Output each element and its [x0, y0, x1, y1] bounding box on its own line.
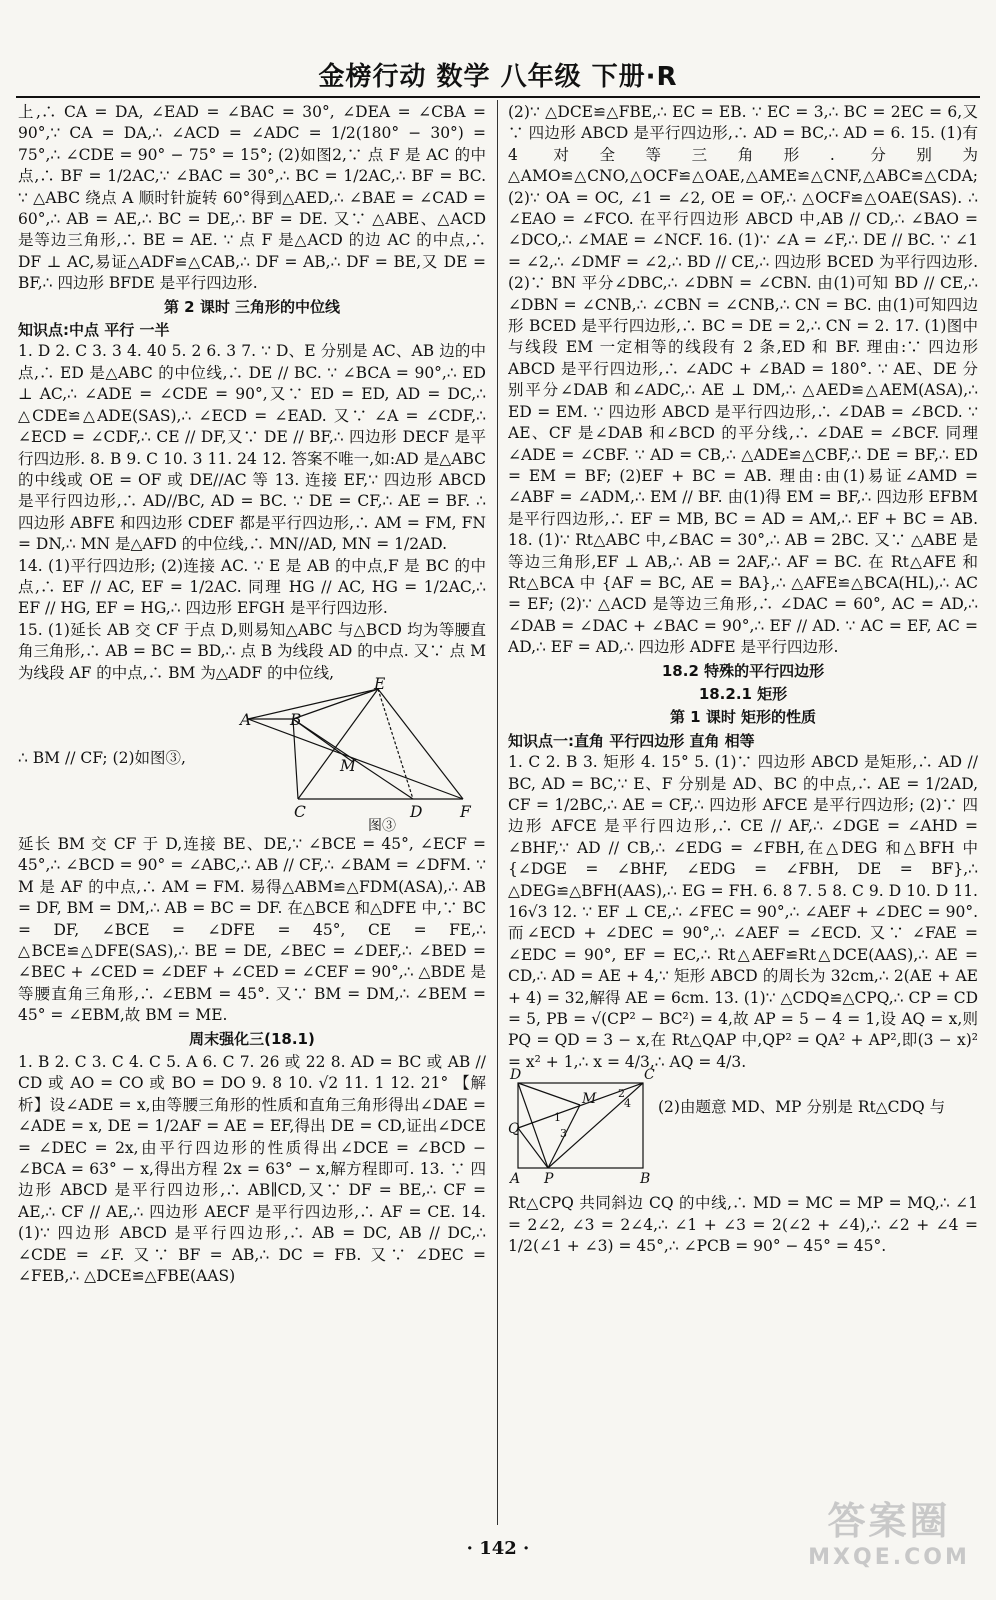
left-paragraph-3: 14. (1)平行四边形; (2)连接 AC. ∵ E 是 AB 的中点,F 是 BC 的中点,∴ EF // AC, EF = 1/2AC. 同理 HG // AC, HG = 1/2AC,∴ EF // HG, EF = HG,∴ 四边形 EFGH 是平行四边形. [18, 556, 486, 618]
fig-rect-angle-3: 3 [560, 1127, 567, 1141]
fig3-label-c: C [294, 802, 306, 821]
watermark-sub: MXQE.COM [808, 1545, 970, 1570]
fig3-label-m: M [340, 756, 356, 775]
page-header: 金榜行动 数学 八年级 下册·R [318, 62, 678, 92]
left-paragraph-4: 15. (1)延长 AB 交 CF 于点 D,则易知△ABC 与△BCD 均为等腰直角三角形,∴ AB = BC = BD,∴ 点 B 为线段 AD 的中点. 又∵ 点 M 为线段 AF 的中点,∴ BM 为△ADF 的中位线, [18, 620, 486, 682]
fig-rect-label-q: Q [508, 1121, 520, 1138]
fig-rect-angle-1: 1 [554, 1111, 561, 1125]
knowledge-point-1: 知识点:中点 平行 一半 [18, 321, 170, 340]
figure-inline-text: ∴ BM // CF; (2)如图③, [18, 748, 186, 767]
watermark-main: 答案圈 [827, 1499, 951, 1543]
page-number: · 142 · [466, 1538, 530, 1559]
fig-rect-angle-2: 2 [618, 1087, 625, 1101]
fig-rect-label-p: P [544, 1171, 554, 1188]
figure-rectangle-text: (2)由题意 MD、MP 分别是 Rt△CDQ 与 [658, 1098, 946, 1117]
fig3-label-f: F [460, 802, 471, 821]
left-paragraph-1: 上,∴ CA = DA, ∠EAD = ∠BAC = 30°, ∠DEA = ∠CBA = 90°,∵ CA = DA,∴ ∠ACD = ∠ADC = 1/2(180° − 30°) = 75°,∴ ∠CDE = 90° − 75° = 15°; (2)如图2,∵ 点 F 是 AC 的中点,∴ BF = 1/2AC,∵ ∠BAC = 30°,∴ BC = 1/2AC,∴ BF = BC. ∵ △ABC 绕点 A 顺时针旋转 60°得到△AED,∴ ∠BAE = ∠CAD = 60°,∴ AB = AE,∴ BC = DE,∴ BF = DE. 又∵ △ABE、△ACD 是等边三角形,∴ BE = AE. ∵ 点 F 是△ACD 的边 AC 的中点,∴ DF ⊥ AC,易证△ADF≌△CAB,∴ DF = AB,∴ DF = BE,又 DE = BF,∴ 四边形 BFDE 是平行四边形. [18, 103, 486, 293]
figure-3-caption: 图③ [368, 817, 396, 834]
left-paragraph-2: 1. D 2. C 3. 3 4. 40 5. 2 6. 3 7. ∵ D、E 分别是 AC、AB 边的中点,∴ ED 是△ABC 的中位线,∴ DE // BC. ∵ ∠BCA = 90°,∴ ED ⊥ AC,∴ ∠ADE = ∠CDE = 90°,又∵ ED = ED, AD = DC,∴ △CDE≌△ADE(SAS),∴ ∠ECD = ∠EAD. 又∵ ∠A = ∠CDF,∴ ∠ECD = ∠CDF,∴ CE // DF,又∵ DE // BF,∴ 四边形 DECF 是平行四边形. 8. B 9. C 10. 3 11. 24 12. 答案不唯一,如:AD 是△ABC 的中线或 OE = OF 或 DE//AC 等 13. 连接 EF,∵ 四边形 ABCD 是平行四边形,∴ AD//BC, AD = BC. ∵ DE = CF,∴ AE = BF. ∴ 四边形 ABFE 和四边形 CDEF 都是平行四边形,∴ AM = FM, FN = DN,∴ MN 是△AFD 的中位线,∴ MN//AD, MN = 1/2AD. [18, 342, 486, 554]
right-paragraph-3: Rt△CPQ 共同斜边 CQ 的中线,∴ MD = MC = MP = MQ,∴ ∠1 = 2∠2, ∠3 = 2∠4,∴ ∠1 + ∠3 = 2(∠2 + ∠4),∴ ∠2 + ∠4 = 1/2(∠1 + ∠3) = 45°,∴ ∠PCB = 90° − 45° = 45°. [508, 1194, 978, 1256]
fig-rect-label-m: M [582, 1091, 597, 1108]
right-paragraph-2: 1. C 2. B 3. 矩形 4. 15° 5. (1)∵ 四边形 ABCD 是矩形,∴ AD // BC, AD = BC,∵ E、F 分别是 AD、BC 的中点,∴ AE = 1/2AD, CF = 1/2BC,∴ AE = CF,∴ 四边形 AFCE 是平行四边形; (2)∵ 四边形 AFCE 是平行四边形,∴ CE // AF,∴ ∠DGE = ∠AHD = ∠BHF,∵ AD // CB,∴ ∠EDG = ∠FBH,在△DEG 和△BFH 中 {∠DGE = ∠BHF, ∠EDG = ∠FBH, DE = BF},∴ △DEG≌△BFH(AAS),∴ EG = FH. 6. 8 7. 5 8. C 9. D 10. D 11. 16√3 12. ∵ EF ⊥ CE,∴ ∠FEC = 90°,∴ ∠AEF + ∠DEC = 90°. 而∠ECD + ∠DEC = 90°,∴ ∠AEF = ∠ECD. 又∵ ∠FAE = ∠EDC = 90°, EF = EC,∴ Rt△AEF≌Rt△DCE(AAS),∴ AE = CD,∴ AD = AE + 4,∵ 矩形 ABCD 的周长为 32cm,∴ 2(AE + AE + 4) = 32,解得 AE = 6cm. 13. (1)∵ △CDQ≌△CPQ,∴ CP = CD = 5, PB = √(CP² − BC²) = 4,故 AP = 5 − 4 = 1,设 AQ = x,则 PQ = QD = 3 − x,在 Rt△QAP 中,QP² = QA² + AP²,即(3 − x)² = x² + 1,∴ x = 4/3,∴ AQ = 4/3. [508, 753, 978, 1071]
fig3-label-e: E [374, 674, 386, 693]
right-paragraph-1: (2)∵ △DCE≌△FBE,∴ EC = EB. ∵ EC = 3,∴ BC = 2EC = 6,又∵ 四边形 ABCD 是平行四边形,∴ AD = BC,∴ AD = 6. 15. (1)有 4 对全等三角形. 分别为△AMO≌△CNO,△OCF≌△OAE,△AME≌△CNF,△ABC≌△CDA; (2)∵ OA = OC, ∠1 = ∠2, OE = OF,∴ △OCF≌△OAE(SAS). ∴ ∠EAO = ∠FCO. 在平行四边形 ABCD 中,AB // CD,∴ ∠BAO = ∠DCO,∴ ∠MAE = ∠NCF. 16. (1)∵ ∠A = ∠F,∴ DE // BC. ∵ ∠1 = ∠2,∴ ∠DMF = ∠2,∴ BD // CE,∴ 四边形 BCED 为平行四边形. (2)∵ BN 平分∠DBC,∴ ∠DBN = ∠CBN. 由(1)可知 BD // CE,∴ ∠DBN = ∠CNB,∴ ∠CBN = ∠CNB,∴ CN = BC. 由(1)可知四边形 BCED 是平行四边形,∴ BC = DE = 2,∴ CN = 2. 17. (1)图中与线段 EM 一定相等的线段有 2 条,ED 和 BF. 理由:∵ 四边形 ABCD 是平行四边形,∴ ∠ADC + ∠BAD = 180°. ∵ AE、DE 分别平分∠DAB 和∠ADC,∴ AE ⊥ DM,∴ △AED≌△AEM(ASA),∴ ED = EM. ∵ 四边形 ABCD 是平行四边形,∴ ∠DAB = ∠BCD. ∵ AE、CF 是∠DAB 和∠BCD 的平分线,∴ ∠DAE = ∠BCF. 同理∠ADE = ∠CBF. ∵ AD = CB,∴ △ADE≌△CBF,∴ DE = BF,∴ ED = EM = BF; (2)EF + BC = AB. 理由:由(1)易证∠AMD = ∠ABF = ∠ADM,∴ EM // BF. 由(1)得 EM = BF,∴ 四边形 EFBM 是平行四边形,∴ EF = MB, BC = AD = AM,∴ EF + BC = AB. 18. (1)∵ Rt△ABC 中,∠BAC = 30°,∴ AB = 2BC. 又∵ △ABE 是等边三角形,EF ⊥ AB,∴ AB = 2AF,∴ AF = BC. 在 Rt△AFE 和 Rt△BCA 中 {AF = BC, AE = BA},∴ △AFE≌△BCA(HL),∴ AC = EF; (2)∵ △ACD 是等边三角形,∴ ∠DAC = 60°, AC = AD,∴ ∠DAB = ∠DAC + ∠BAC = 90°,∴ EF // AD. ∵ AC = EF, AC = AD,∴ EF = AD,∴ 四边形 ADFE 是平行四边形. [508, 103, 978, 657]
section-heading-rectangle: 18.2.1 矩形 [698, 684, 788, 703]
fig3-label-a: A [240, 710, 252, 729]
figure-3 [18, 674, 486, 834]
section-heading-special: 18.2 特殊的平行四边形 [661, 661, 825, 680]
header-rule [16, 96, 980, 98]
left-column [18, 102, 486, 1532]
fig-rect-angle-4: 4 [624, 1097, 631, 1111]
left-paragraph-5: 延长 BM 交 CF 于 D,连接 BE、DE,∵ ∠BCE = 45°, ∠ECF = 45°,∴ ∠BCD = 90° = ∠ABC,∴ AB // CF,∴ ∠BAM = ∠DFM. ∵ M 是 AF 的中点,∴ AM = FM. 易得△ABM≌△FDM(ASA),∴ AB = DF, BM = DM,∴ AB = BC = DF. 在△BCE 和△DFE 中,∵ BC = DF, ∠BCE = ∠DFE = 45°, CE = FE,∴ △BCE≌△DFE(SAS),∴ BE = DE, ∠BEC = ∠DEF,∴ ∠BED = ∠BEC + ∠CED = ∠DEF + ∠CED = ∠CEF = 90°,∴ △BDE 是等腰直角三角形,∴ ∠EBM = 45°. 又∵ BM = DM,∴ ∠BEM = 45° = ∠EBM,故 BM = ME. [18, 834, 486, 1025]
fig-rect-label-d: D [510, 1067, 522, 1084]
fig-rect-label-a: A [510, 1171, 521, 1188]
knowledge-point-rect: 知识点一:直角 平行四边形 直角 相等 [508, 731, 755, 750]
left-paragraph-6: 1. B 2. C 3. C 4. C 5. A 6. C 7. 26 或 22 8. AD = BC 或 AB // CD 或 AO = CO 或 BO = DO 9. 8 10. √2 11. 1 12. 21° 【解析】设∠ADE = x,由等腰三角形的性质和直角三角形得出∠DAE = ∠ADE = x, DE = 1/2AF = AE = EF,得出 DE = CD,证出∠DCE = ∠DEC = 2x,由平行四边形的性质得出∠DCE = ∠BCD − ∠BCA = 63° − x,得出方程 2x = 63° − x,解方程即可. 13. ∵ 四边形 ABCD 是平行四边形,∴ AB∥CD,又∵ DF = BE,∴ CF = AE,∴ CF // AE,∴ 四边形 AECF 是平行四边形,∴ AF = CE. 14. (1)∵ 四边形 ABCD 是平行四边形,∴ AB = DC, AB // DC,∴ ∠CDE = ∠F. 又∵ BF = AB,∴ DC = FB. 又∵ ∠DEC = ∠FEB,∴ △DCE≌△FBE(AAS) [18, 1053, 486, 1286]
right-column [508, 102, 978, 1532]
fig-rect-label-c: C [644, 1067, 655, 1084]
fig3-label-b: B [290, 710, 302, 729]
section-heading-lesson1: 第 1 课时 矩形的性质 [669, 708, 817, 727]
fig3-label-d: D [410, 802, 423, 821]
watermark-logo [804, 1490, 974, 1590]
figure-rectangle [508, 1067, 978, 1193]
section-heading-midline: 第 2 课时 三角形的中位线 [163, 297, 341, 316]
column-divider [497, 100, 498, 1525]
section-heading-weekend: 周末强化三(18.1) [189, 1029, 315, 1048]
fig-rect-label-b: B [640, 1171, 651, 1188]
figure-3-diagram [238, 684, 478, 824]
